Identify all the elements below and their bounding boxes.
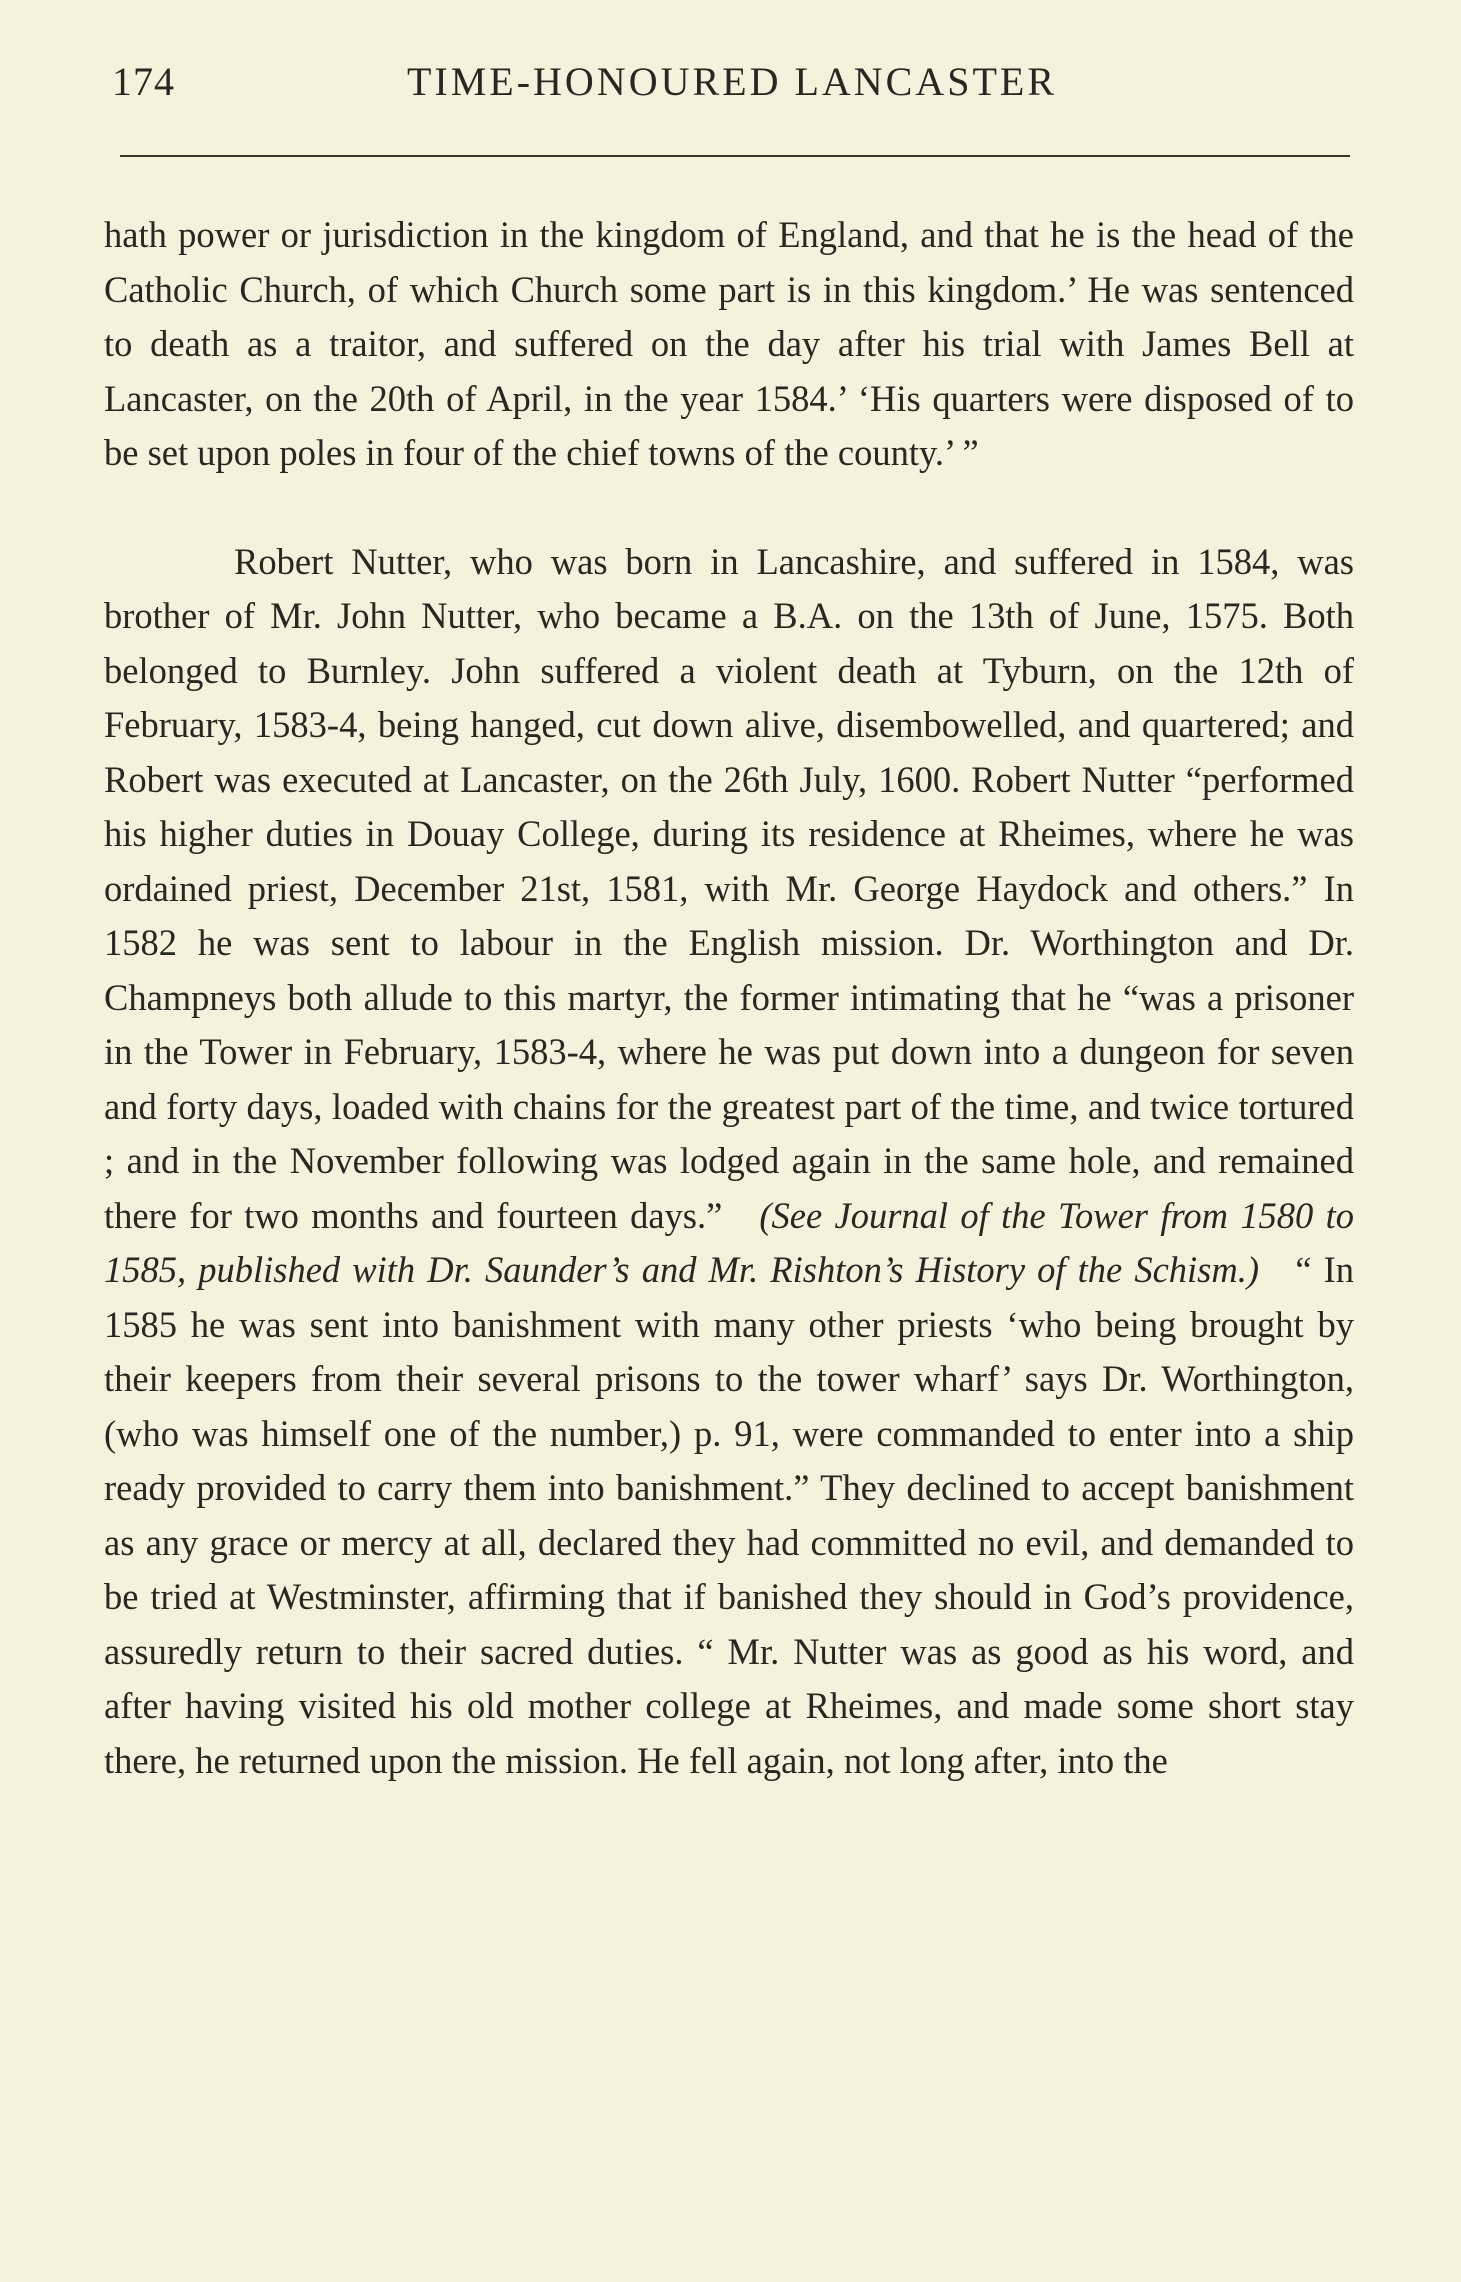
paragraph-text-part1: Robert Nutter, who was born in Lancashire, and suffered in 1584, was brother of Mr. John Nutter, who became a B.A. on the 13th of June, 1575. Both belonged to Burnley. John suffered a violent death at Tyburn, on the 12th of February, 1583-4, being hanged, cut down alive, disembowelled, and quartered; and Robert was executed at Lancaster, on the 26th July, 1600. Robert Nutter “performed his higher duties in Douay College, during its residence at Rheimes, where he was ordained priest, December 21st, 1581, with Mr. George Haydock and others.” In 1582 he was sent to labour in the English mission. Dr. Worthington and Dr. Champneys both allude to this martyr, the former intimating that he “was a prisoner in the Tower in February, 1583-4, where he was put down into a dungeon for seven and forty days, loaded with chains for the greatest part of the time, and twice tortured ; and in the November following was lodged again in the same hole, and remained there for two months and fourteen days.” [104, 540, 1354, 1236]
body-text [104, 208, 1354, 1788]
page-header [112, 52, 1352, 112]
paragraph-continued: hath power or jurisdiction in the kingdom of England, and that he is the head of the Catholic Church, of which Church some part is in this kingdom.’ He was sentenced to death as a traitor, and suffered on the day after his trial with James Bell at Lancaster, on the 20th of April, in the year 1584.’ ‘His quarters were disposed of to be set upon poles in four of the chief towns of the county.’ ” [104, 214, 1354, 473]
citation-italic: (See Journal of the Tower from 1580 to 1585, published with Dr. Saunder’s and Mr. Rishton’s History of the Schism.) [104, 1194, 1355, 1290]
running-title: TIME-HONOURED LANCASTER [406, 59, 1058, 104]
paragraph-robert-nutter [104, 535, 1354, 1789]
header-rule [120, 155, 1350, 157]
page-number: 174 [112, 59, 175, 104]
paragraph-text-part2: “ In 1585 he was sent into banishment with many other priests ‘who being brought by their keepers from their several prisons to the tower wharf’ says Dr. Worthington, (who was himself one of the number,) p. 91, were commanded to enter into a ship ready provided to carry them into banishment.” They declined to accept banishment as any grace or mercy at all, declared they had committed no evil, and demanded to be tried at Westminster, affirming that if banished they should in God’s providence, assuredly return to their sacred duties. “ Mr. Nutter was as good as his word, and after having visited his old mother college at Rheimes, and made some short stay there, he returned upon the mission. He fell again, not long after, into the [104, 1249, 1355, 1781]
paragraph-gap [104, 481, 1354, 535]
